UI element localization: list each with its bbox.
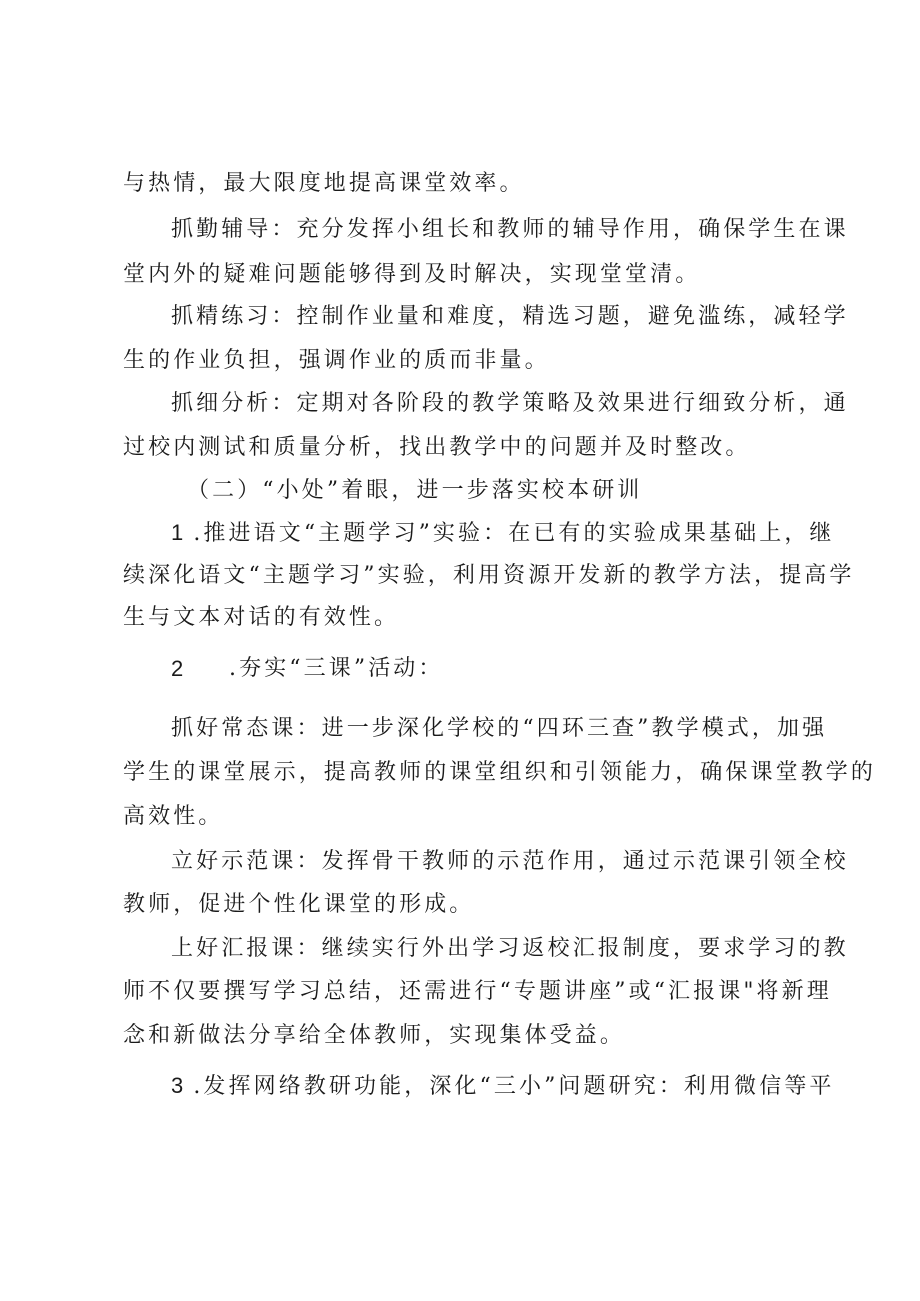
p5-line1: 立好示范课：发挥骨干教师的示范作用，通过示范课引领全校 — [171, 849, 849, 874]
p5-line2: 教师，促进个性化课堂的形成。 — [123, 892, 475, 917]
p2-line1: 抓精练习：控制作业量和难度，精选习题，避免滥练，减轻学 — [171, 304, 849, 329]
item1-text: .推进语文“主题学习”实验：在已有的实验成果基础上，继 — [183, 521, 835, 546]
p1-line2: 堂内外的疑难问题能够得到及时解决，实现堂堂清。 — [123, 262, 701, 287]
p6-line2: 师不仅要撰写学习总结，还需进行“专题讲座”或“汇报课"将新理 — [123, 979, 832, 1004]
p0-line1: 与热情，最大限度地提高课堂效率。 — [123, 171, 525, 196]
section-heading: （二）“小处”着眼，进一步落实校本研训 — [187, 478, 643, 503]
p3-line2: 过校内测试和质量分析，找出教学中的问题并及时整改。 — [123, 435, 751, 460]
p6-line3: 念和新做法分享给全体教师，实现集体受益。 — [123, 1023, 626, 1048]
item1-line2: 续深化语文“主题学习”实验，利用资源开发新的教学方法，提高学 — [123, 563, 855, 588]
p3-line1: 抓细分析：定期对各阶段的教学策略及效果进行细致分析，通 — [171, 391, 849, 416]
item3-text: .发挥网络教研功能，深化“三小”问题研究：利用微信等平 — [183, 1074, 835, 1099]
p4-line3: 高效性。 — [123, 804, 224, 829]
p2-line2: 生的作业负担，强调作业的质而非量。 — [123, 348, 550, 373]
item2-title: .夯实“三课”活动： — [229, 656, 444, 681]
p1-line1: 抓勤辅导：充分发挥小组长和教师的辅导作用，确保学生在课 — [171, 217, 849, 242]
p4-line2: 学生的课堂展示，提高教师的课堂组织和引领能力，确保课堂教学的 — [123, 760, 877, 785]
p4-line1: 抓好常态课：进一步深化学校的“四环三查”教学模式，加强 — [171, 716, 828, 741]
p6-line1: 上好汇报课：继续实行外出学习返校汇报制度，要求学习的教 — [171, 936, 849, 961]
item3-number: 3 — [171, 1073, 184, 1098]
item3-line1 — [171, 1071, 835, 1102]
item1-number: 1 — [171, 520, 184, 545]
item1-line3: 生与文本对话的有效性。 — [123, 605, 400, 630]
item2-number: 2 — [171, 656, 184, 681]
item1-line1 — [171, 518, 835, 549]
